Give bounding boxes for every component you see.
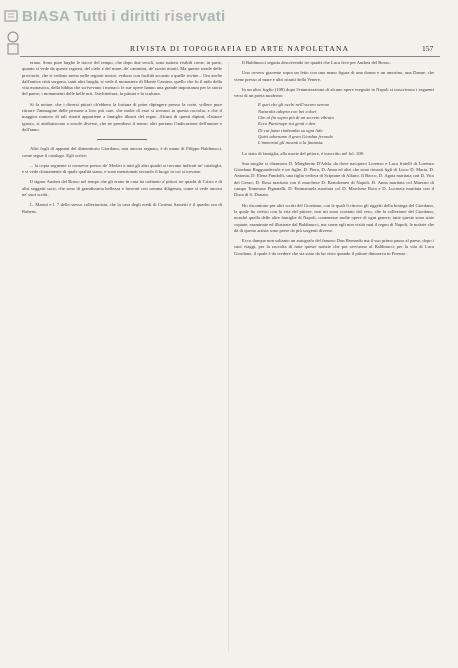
paragraph: L. Marmi e l. 7 dello stesso collezionista, che la casa degli eredi di Cosimo Sassetti è il quadro ora di Rubens. xyxy=(22,202,222,214)
paragraph: erano. Sono pure larghe le tracce del tempo, che dopo due secoli, sono tuttora visibili come, in parte, quanto si vede da queste ragioni, del cielo e del mare, de' cammini, de' nostri monti. Ma queste strade delle provincie, che si vedono meno nelle regioni nostre, vedono con facilità accanto a quelle rovine... Ora anche dall'antica città sorgono, tanti altri luoghi, si vede il monastero di Monte Cassino, quello che fu il nido della vita monastica, della bibbia che scrivevano i monaci: le sue opere hanno una grande importanza per la storia del paese; i monumenti delle belle arti, l'architettura, la pittura e la scultura. xyxy=(22,60,222,97)
running-title: RIVISTA DI TOPOGRAFIA ED ARTE NAPOLETANA xyxy=(130,44,350,53)
column-divider xyxy=(228,62,229,652)
watermark-text: BIASA Tutti i diritti riservati xyxy=(22,7,226,25)
paragraph: Ecco dunque non soltanto un autografo del famoso Don Bernardo ma il suo primo passo al paese, dopo i suoi viaggi, per la raccolta di tutte queste notizie che poi servirono al Baldinucci per la vita di Luca Giordano, il quale è da credere che sia stato da lui visto quando il pittore dimorava in Firenze. xyxy=(234,238,435,256)
verse-line: L'immortal gli incanti a la fantasia. xyxy=(258,140,324,146)
paragraph: In un altro foglio (108) dopo l'enumerazione di alcune opere eseguite in Napoli si trascrivono i seguenti versi di un poeta moderno: xyxy=(234,86,434,99)
paragraph: ... la copia seguente si conserva presso de' Medici e tutti gli altri quadri si trovano indicati ne' cataloghi, e si vede chiaramente di quale qualità siano, e sono menzionati secondo il luogo in cui si trovano. xyxy=(22,162,222,175)
library-stamp-icon xyxy=(5,30,21,56)
verse-block xyxy=(234,102,434,146)
paragraph: Il signor Andrea del Rosso nel tempo che gli erano in casa ha ordinato a' pittori tre quadri di Cristo e di altri soggetti sacri, che sono di grandissima bellezza e lavorati con somma diligenza, come si vede ancora ne' suoi scritti. xyxy=(22,179,222,198)
right-column xyxy=(234,60,434,257)
section-divider xyxy=(97,139,147,140)
paragraph: Lo stato di famiglia, alla morte del pittore, è trascritto nel fol. 108: xyxy=(242,150,365,156)
paragraph: Sua moglie si chiamava D. Margherita D'Adda, da dove nacquero Lorenzo e Luca fratelli di Lorenzo Giordano Ragguardevole e tre figlie, D. Piera, D. Anna ed altri che sono rimasti figli di Luca: D. Maria, D. Antonia, D. Elena Pandolfi, una figlia vedova di Scipione di Alfano. Il Bacco, D. Agata maritata con D. Vito del Gesso; D. Rosa maritata con il marchese D. Bartolomeo di Napoli. D. Anna maritata col Maestro di campo Tommaso Pignatelli, D. Emmanuela maritata col D. Marchese Rota e D. Lucrezia maritata con il Duca di S. Donato. xyxy=(234,160,434,198)
header-rule xyxy=(20,56,440,57)
paragraph: Altri fogli di appunti del dimenticato Giordano, non ancora segnato, è di mano di Filippo Baldinucci, come segue il catalogo. Egli scrive: xyxy=(22,146,222,158)
verse-line: Di cui fama rimbomba su ogni lido xyxy=(258,127,323,133)
paragraph: Si fa notare, che i diversi pittori ch'ebbero la fortuna di poter dipingere presso la corte, vollero pure ritrarre l'immagine delle persone a loro più care, che molte di esse si trovano in questa raccolta, e che il maggior numero di tali ritratti appartiene a famiglie illustri del regno. Alcuni di questi dipinti, d'autore ignoto, si attribuiscono a scuole diverse, che ne prendono il nome; altri portano l'indicazione dell'autore e dell'anno. xyxy=(22,101,222,132)
library-logo-icon xyxy=(4,9,18,23)
verse-line: E quei che gli occhi nell'oscuro sereno xyxy=(258,102,330,108)
verse-line: Naturalis adopra con bei colori xyxy=(258,108,317,114)
verse-line: Che al fin sopra più di un secreto vibrato xyxy=(258,115,334,121)
paragraph: Il Baldinucci seguita descrivendo tre quadri che Luca fece per Andrea del Rosso: xyxy=(242,60,391,65)
paragraph: Uno ovvero giacente sopra un letto con una mano figura di una donna e un amorino, una Danae, che viene presso al mare e altri ritratti della Venere. xyxy=(234,70,434,82)
verse-line: Quivi adornano il gran Giordan fecondo xyxy=(258,133,333,139)
watermark xyxy=(4,5,304,27)
verse-line: Ecco Partenope tra genti e dea xyxy=(258,121,316,127)
left-column xyxy=(22,60,222,215)
page-number: 157 xyxy=(422,44,434,53)
paragraph: Ho riscontrato per altri scritti del Giordano, con le quali li ritrovo gli oggetti della bottega del Giordano, la quale ho rivisto con la vita del pittore, non mi sono scostato dal vero, che la collezione del Giordano, nonché quella delle altre famiglie di Napoli, contenesse molte opere di ogni genere; tutte queste sono state copiate, esaminate ed illustrate dal Baldinucci, ma come egli non visitò mai il regno di Napoli, le notizie che dà di questo artista sono prese da più sorgenti diverse. xyxy=(234,202,434,233)
